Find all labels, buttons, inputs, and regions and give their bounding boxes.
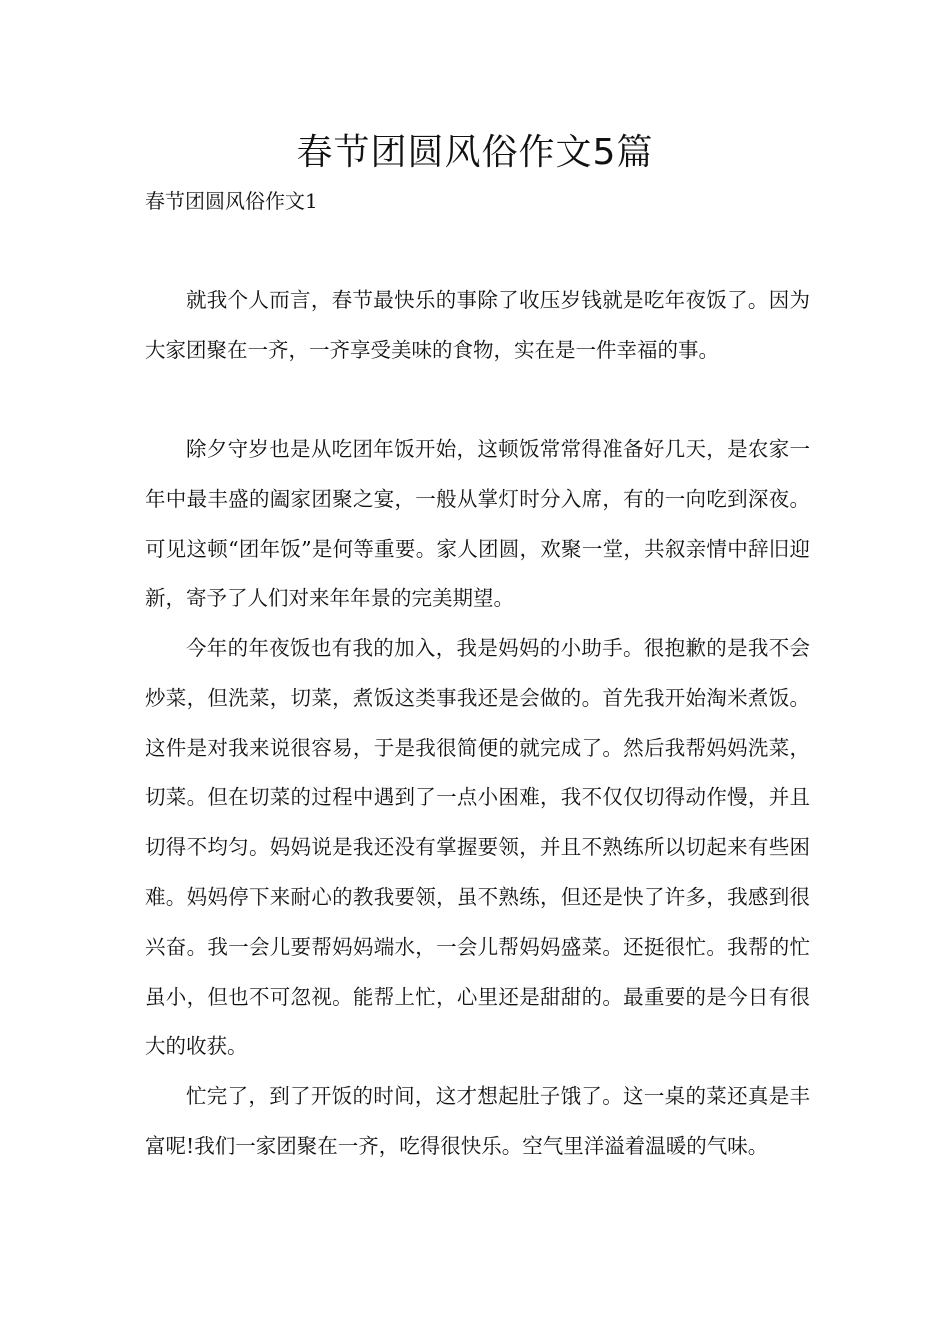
paragraph-1: 就我个人而言，春节最快乐的事除了收压岁钱就是吃年夜饭了。因为大家团聚在一齐，一齐享受美味的食物，实在是一件幸福的事。 [145,288,810,362]
paragraph-2: 除夕守岁也是从吃团年饭开始，这顿饭常常得准备好几天，是农家一年中最丰盛的阖家团聚之宴，一般从掌灯时分入席，有的一向吃到深夜。可见这顿“团年饭”是何等重要。家人团圆，欢聚一堂，共叙亲情中辞旧迎新，寄予了人们对来年年景的完美期望。 [145,437,810,611]
essay-subtitle: 春节团圆风俗作文1 [145,189,318,213]
document-title: 春节团圆风俗作文5篇 [296,132,654,173]
paragraph-3: 今年的年夜饭也有我的加入，我是妈妈的小助手。很抱歉的是我不会炒菜，但洗菜，切菜，煮饭这类事我还是会做的。首先我开始淘米煮饭。这件是对我来说很容易，于是我很简便的就完成了。然后我帮妈妈洗菜，切菜。但在切菜的过程中遇到了一点小困难，我不仅仅切得动作慢，并且切得不均匀。妈妈说是我还没有掌握要领，并且不熟练所以切起来有些困难。妈妈停下来耐心的教我要领，虽不熟练，但还是快了许多，我感到很兴奋。我一会儿要帮妈妈端水，一会儿帮妈妈盛菜。还挺很忙。我帮的忙虽小，但也不可忽视。能帮上忙，心里还是甜甜的。最重要的是今日有很大的收获。 [145,636,810,1059]
paragraph-4: 忙完了，到了开饭的时间，这才想起肚子饿了。这一桌的菜还真是丰富呢!我们一家团聚在一齐，吃得很快乐。空气里洋溢着温暖的气味。 [145,1084,810,1158]
